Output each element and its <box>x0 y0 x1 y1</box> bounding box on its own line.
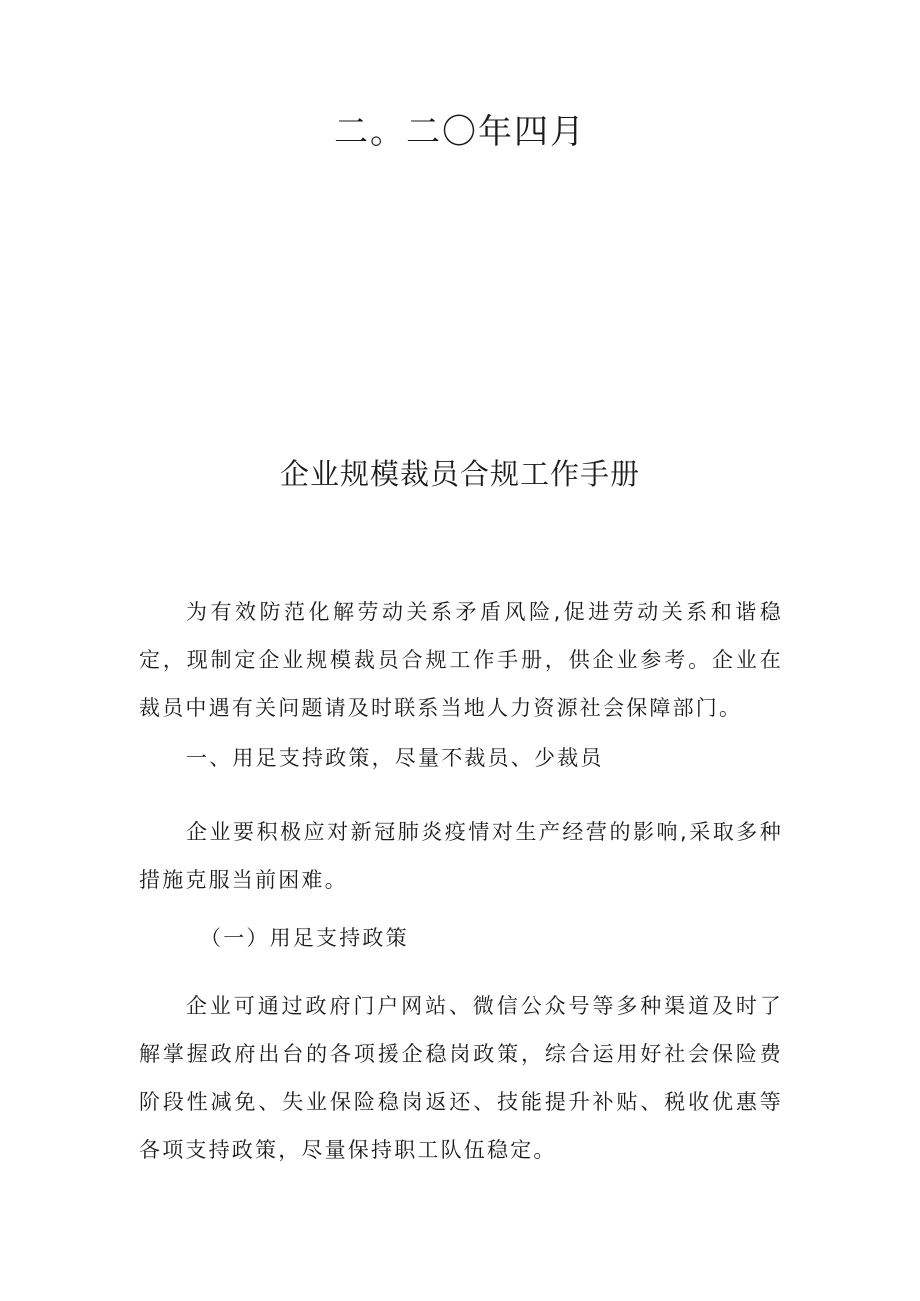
section-heading-1: 一、用足支持政策，尽量不裁员、少裁员 <box>186 746 604 770</box>
cover-date: 二。二〇年四月 <box>334 112 586 152</box>
section-paragraph-1: 企业要积极应对新冠肺炎疫情对生产经营的影响,采取多种措施克服当前困难。 <box>139 820 783 892</box>
intro-paragraph: 为有效防范化解劳动关系矛盾风险,促进劳动关系和谐稳定，现制定企业规模裁员合规工作手册，供企业参考。企业在裁员中遇有关问题请及时联系当地人力资源社会保障部门。 <box>139 600 783 720</box>
subsection-paragraph-1: 企业可通过政府门户网站、微信公众号等多种渠道及时了解掌握政府出台的各项援企稳岗政策，综合运用好社会保险费阶段性减免、失业保险稳岗返还、技能提升补贴、税收优惠等各项支持政策，尽量保持职工队伍稳定。 <box>139 994 783 1162</box>
subsection-heading-1: （一）用足支持政策 <box>200 926 409 950</box>
document-title: 企业规模裁员合规工作手册 <box>279 457 640 491</box>
